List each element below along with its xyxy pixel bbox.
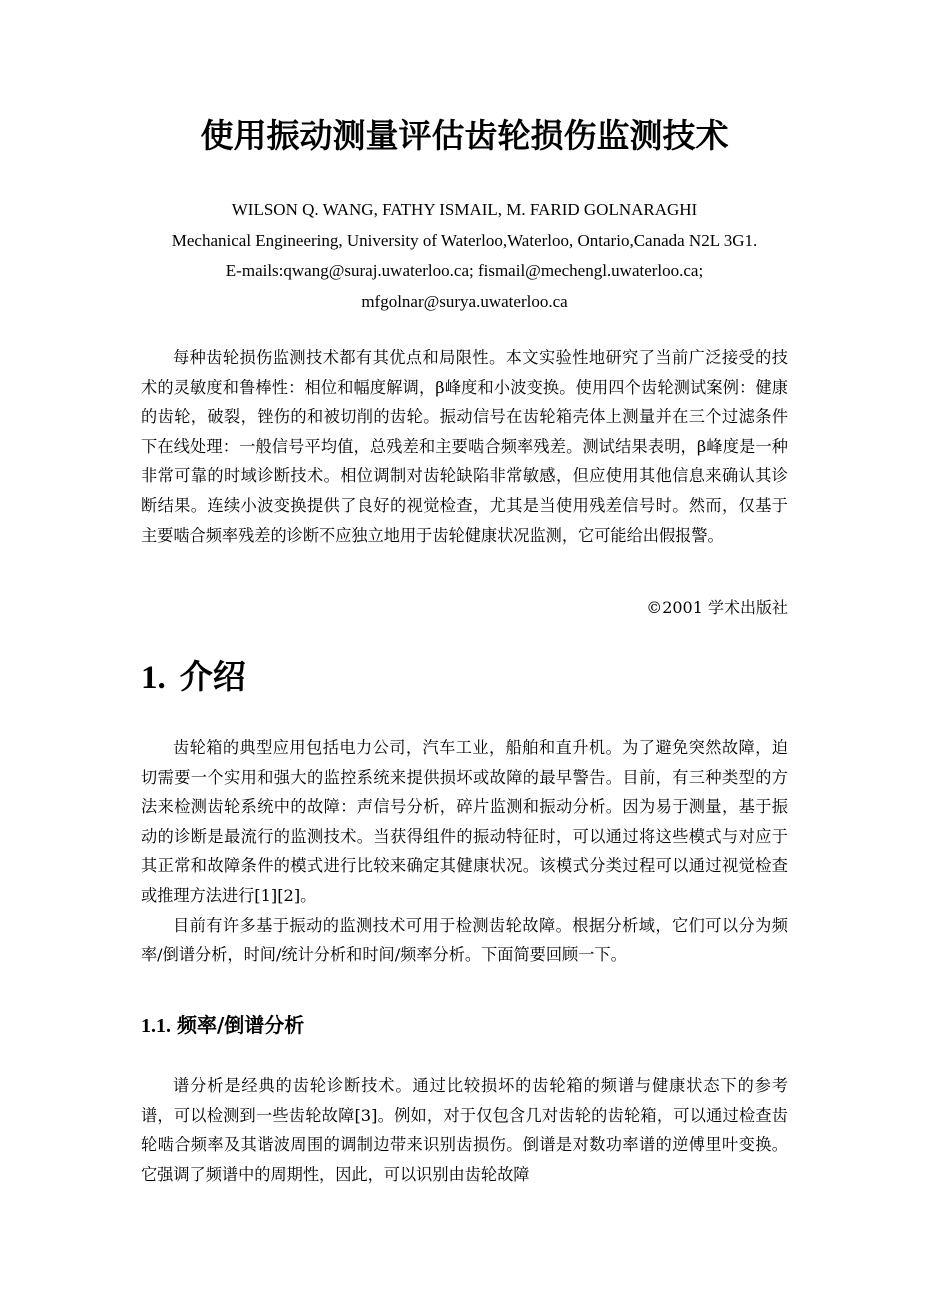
intro-paragraph-1: 齿轮箱的典型应用包括电力公司，汽车工业，船舶和直升机。为了避免突然故障，迫切需要一个实用和强大的监控系统来提供损坏或故障的最早警告。目前，有三种类型的方法来检测齿轮系统中的故障：声信号分析，碎片监测和振动分析。因为易于测量，基于振动的诊断是最流行的监测技术。当获得组件的振动特征时，可以通过将这些模式与对应于其正常和故障条件的模式进行比较来确定其健康状况。该模式分类过程可以通过视觉检查或推理方法进行[1][2]。 bbox=[141, 738, 788, 905]
section-heading-introduction bbox=[141, 652, 246, 703]
subsection-title: 频率/倒谱分析 bbox=[177, 1013, 305, 1037]
introduction-body bbox=[141, 733, 788, 970]
intro-paragraph-2: 目前有许多基于振动的监测技术可用于检测齿轮故障。根据分析域，它们可以分为频率/倒谱分析，时间/统计分析和时间/频率分析。下面简要回顾一下。 bbox=[141, 915, 788, 965]
copyright-notice: ©2001 学术出版社 bbox=[646, 598, 788, 617]
author-names: WILSON Q. WANG, FATHY ISMAIL, M. FARID GOLNARAGHI bbox=[231, 200, 698, 219]
email-line-2: mfgolnar@surya.uwaterloo.ca bbox=[361, 291, 568, 311]
subsection-number: 1.1. bbox=[141, 1015, 171, 1037]
abstract: 每种齿轮损伤监测技术都有其优点和局限性。本文实验性地研究了当前广泛接受的技术的灵敏度和鲁棒性：相位和幅度解调，β峰度和小波变换。使用四个齿轮测试案例：健康的齿轮，破裂，锉伤的和被切削的齿轮。振动信号在齿轮箱壳体上测量并在三个过滤条件下在线处理：一般信号平均值，总残差和主要啮合频率残差。测试结果表明，β峰度是一种非常可靠的时域诊断技术。相位调制对齿轮缺陷非常敏感，但应使用其他信息来确认其诊断结果。连续小波变换提供了良好的视觉检查，尤其是当使用残差信号时。然而，仅基于主要啮合频率残差的诊断不应独立地用于齿轮健康状况监测，它可能给出假报警。 bbox=[141, 348, 788, 545]
author-block bbox=[141, 195, 788, 317]
subsection-heading-frequency bbox=[141, 1008, 304, 1043]
email-line-1: E-mails:qwang@suraj.uwaterloo.ca; fismail@mechengl.uwaterloo.ca; bbox=[225, 261, 704, 280]
paper-title: 使用振动测量评估齿轮损伤监测技术 bbox=[200, 116, 729, 155]
section-number: 1. bbox=[141, 660, 166, 696]
affiliation: Mechanical Engineering, University of Waterloo,Waterloo, Ontario,Canada N2L 3G1. bbox=[171, 230, 758, 250]
section-title: 介绍 bbox=[179, 657, 246, 696]
frequency-paragraph-1: 谱分析是经典的齿轮诊断技术。通过比较损坏的齿轮箱的频谱与健康状态下的参考谱，可以检测到一些齿轮故障[3]。例如，对于仅包含几对齿轮的齿轮箱，可以通过检查齿轮啮合频率及其谐波周围的调制边带来识别齿损伤。倒谱是对数功率谱的逆傅里叶变换。它强调了频谱中的周期性，因此，可以识别由齿轮故障 bbox=[141, 1076, 788, 1184]
